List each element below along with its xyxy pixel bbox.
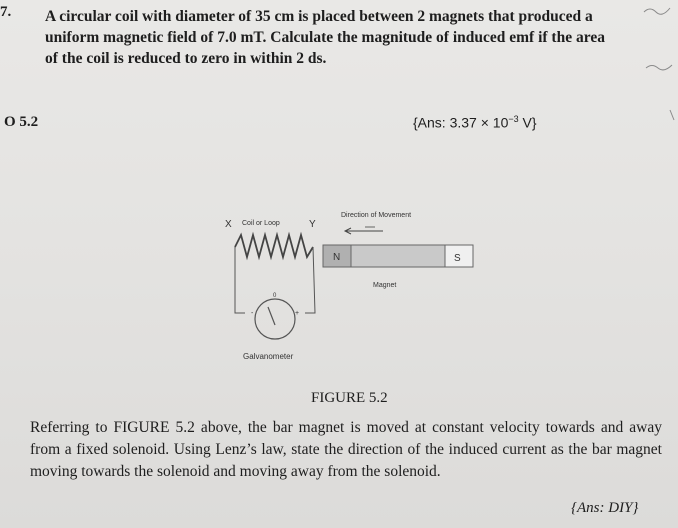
figure-5-2 xyxy=(225,195,485,375)
answer-1-value: 3.37 × 10 xyxy=(449,114,509,131)
question-2-text: Referring to FIGURE 5.2 above, the bar magnet is moved at constant velocity towards and away from a fixed solenoid. Using Lenz’s law, state the direction of the induced current as the bar magnet moving towards the solenoid and moving away from the solenoid. xyxy=(30,419,662,480)
figure-caption: FIGURE 5.2 xyxy=(311,390,388,406)
question-text: A circular coil with diameter of 35 cm is placed between 2 magnets that produced a uniform magnetic field of 7.0 mT. Calculate the magnitude of induced emf if the area of the coil is reduced to zero in within 2 ds. xyxy=(45,8,605,67)
answer-2: {Ans: DIY} xyxy=(571,500,639,516)
magnet-s-label: S xyxy=(454,253,461,264)
galvanometer-needle xyxy=(268,307,275,325)
galvanometer-icon xyxy=(255,299,295,339)
answer-1-exponent: −3 xyxy=(508,114,519,124)
y-label: Y xyxy=(309,219,316,230)
galvanometer-label: Galvanometer xyxy=(243,352,294,361)
x-label: X xyxy=(225,219,232,230)
minus-mark: - xyxy=(251,310,254,317)
answer-1 xyxy=(413,114,537,131)
plus-mark: + xyxy=(295,310,300,317)
direction-label: Direction of Movement xyxy=(341,212,412,219)
magnet-label: Magnet xyxy=(373,282,397,289)
coil-label: Coil or Loop xyxy=(242,220,280,227)
question-number: 7. xyxy=(0,4,12,20)
answer-1-unit: V} xyxy=(522,114,537,131)
magnet-n-label: N xyxy=(333,252,341,263)
coil xyxy=(235,235,313,257)
section-label: O 5.2 xyxy=(4,114,39,130)
answer-1-prefix: {Ans: xyxy=(413,114,446,131)
margin-pen-marks xyxy=(640,0,678,130)
zero-mark: 0 xyxy=(273,293,277,299)
direction-arrow xyxy=(345,228,383,234)
